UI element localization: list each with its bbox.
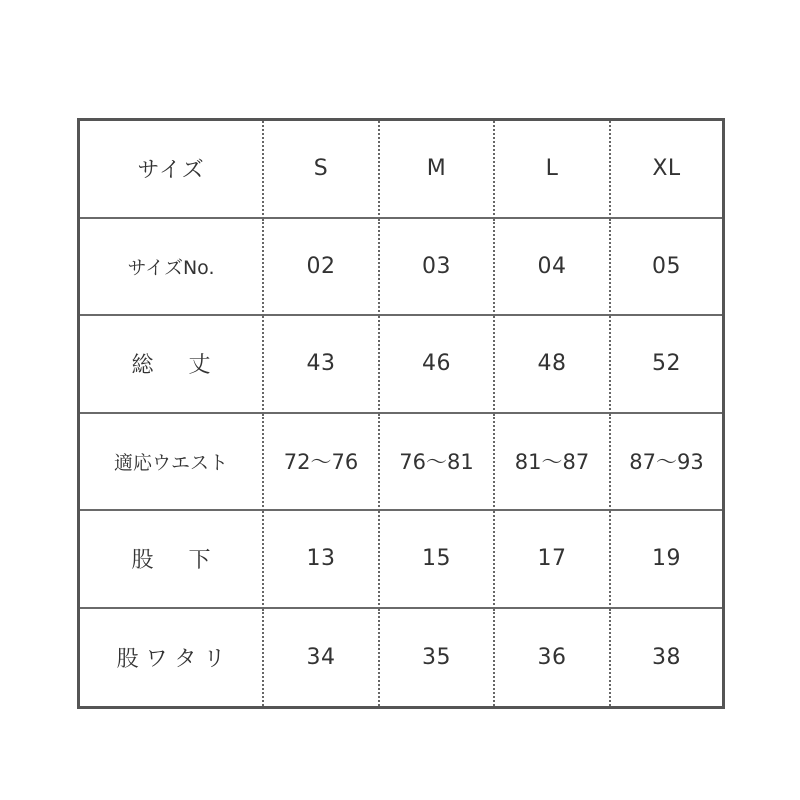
table-cell: 05 — [611, 219, 722, 317]
row-label-total-length: 総 丈 — [80, 316, 264, 414]
header-size-s: S — [264, 121, 380, 219]
table-cell: 19 — [611, 511, 722, 609]
row-label-thigh-width: 股ワタリ — [80, 609, 264, 707]
table-cell: 46 — [380, 316, 495, 414]
row-label-size-no: サイズNo. — [80, 219, 264, 317]
table-cell: 35 — [380, 609, 495, 707]
table-cell: 81〜87 — [495, 414, 611, 512]
table-cell: 15 — [380, 511, 495, 609]
table-cell: 02 — [264, 219, 380, 317]
table-cell: 36 — [495, 609, 611, 707]
table-cell: 87〜93 — [611, 414, 722, 512]
table-cell: 48 — [495, 316, 611, 414]
table-cell: 38 — [652, 644, 681, 670]
header-size-m: M — [380, 121, 495, 219]
header-size-l: L — [495, 121, 611, 219]
table-cell: 04 — [495, 219, 611, 317]
table-cell: 72〜76 — [264, 414, 380, 512]
row-label-inseam: 股 下 — [80, 511, 264, 609]
table-cell: 43 — [264, 316, 380, 414]
table-cell: 03 — [380, 219, 495, 317]
table-cell: 34 — [264, 609, 380, 707]
header-size-xl: XL — [611, 121, 722, 219]
size-chart-table — [77, 118, 725, 709]
header-label: サイズ — [80, 121, 264, 219]
row-label-waist: 適応ウエスト — [80, 414, 264, 512]
table-cell: 17 — [495, 511, 611, 609]
table-cell: 13 — [264, 511, 380, 609]
table-cell: 76〜81 — [380, 414, 495, 512]
table-cell: 52 — [611, 316, 722, 414]
